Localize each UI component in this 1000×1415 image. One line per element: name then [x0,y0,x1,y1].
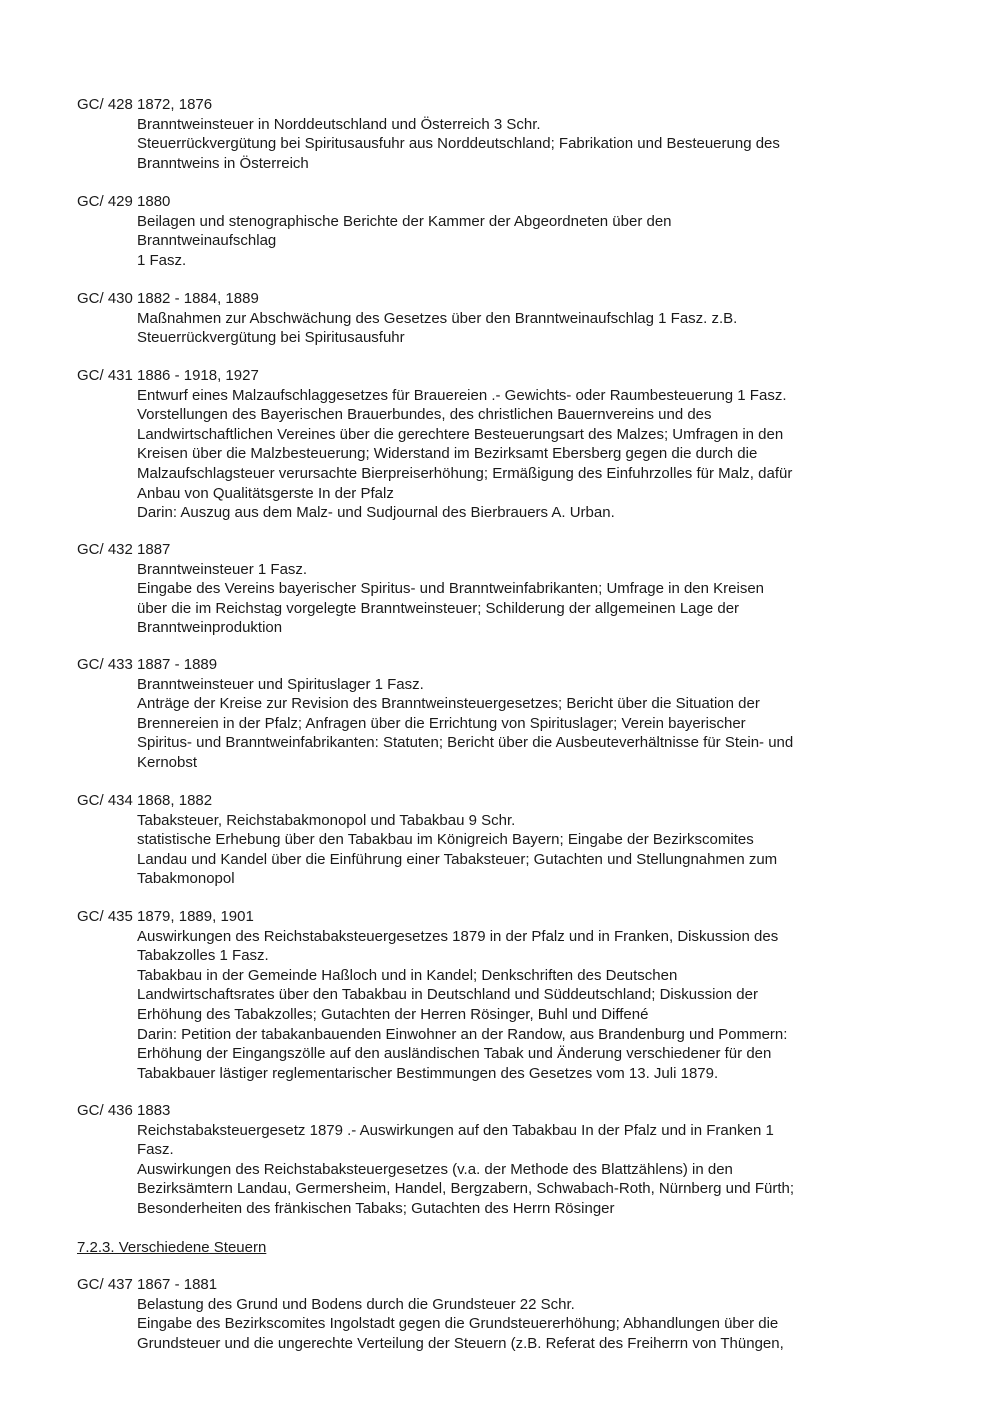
entry-gc-430 [77,289,877,348]
entry-line: Auswirkungen des Reichstabaksteuergesetzes 1879 in der Pfalz und in Franken, Diskussion des [137,927,779,945]
entry-signature: GC/ 437 1867 - 1881 [77,1276,218,1293]
entry-gc-433 [77,655,877,773]
entry-signature: GC/ 429 1880 [77,193,171,210]
entry-line: Steuerrückvergütung bei Spiritusausfuhr aus Norddeutschland; Fabrikation und Besteuerung des [137,135,780,153]
entry-line: Tabakbau in der Gemeinde Haßloch und in Kandel; Denkschriften des Deutschen [137,966,678,984]
entry-line: Fasz. [137,1141,174,1159]
entry-line: Spiritus- und Branntweinfabrikanten: Statuten; Bericht über die Ausbeuteverhältnisse für Stein- und [137,734,794,752]
entry-line: Anbau von Qualitätsgerste In der Pfalz [137,484,394,502]
entry-signature: GC/ 432 1887 [77,541,171,558]
entry-signature: GC/ 435 1879, 1889, 1901 [77,908,254,925]
entry-line: Maßnahmen zur Abschwächung des Gesetzes über den Branntweinaufschlag 1 Fasz. z.B. [137,309,738,327]
entry-line: Grundsteuer und die ungerechte Verteilung der Steuern (z.B. Referat des Freiherrn von Thüngen, [137,1334,784,1352]
entry-line: Besonderheiten des fränkischen Tabaks; Gutachten des Herrn Rösinger [137,1199,615,1217]
entry-signature: GC/ 436 1883 [77,1102,171,1119]
entry-line: Anträge der Kreise zur Revision des Branntweinsteuergesetzes; Bericht über die Situation der [137,695,760,713]
entry-line: Branntweinproduktion [137,619,283,637]
entry-line: Landwirtschaftlichen Vereines über die gerechtere Besteuerungsart des Malzes; Umfragen in den [137,425,784,443]
entry-line: Eingabe des Vereins bayerischer Spiritus- und Branntweinfabrikanten; Umfrage in den Kreisen [137,580,765,598]
entry-line: Beilagen und stenographische Berichte der Kammer der Abgeordneten über den [137,212,672,230]
entry-line: Landwirtschaftsrates über den Tabakbau in Deutschland und Süddeutschland; Diskussion der [137,986,758,1004]
entry-line: Vorstellungen des Bayerischen Brauerbundes, des christlichen Bauernvereins und des [137,406,712,424]
entry-signature: GC/ 433 1887 - 1889 [77,656,218,673]
entry-line: Tabakzolles 1 Fasz. [137,947,269,965]
entry-line: Bezirksämtern Landau, Germersheim, Handel, Bergzabern, Schwabach-Roth, Nürnberg und Fürth; [137,1180,794,1198]
section-heading: 7.2.3. Verschiedene Steuern [77,1239,267,1256]
entry-line: über die im Reichstag vorgelegte Branntweinsteuer; Schilderung der allgemeinen Lage der [137,599,740,617]
entry-line: Entwurf eines Malzaufschlaggesetzes für Brauereien .- Gewichts- oder Raumbesteuerung 1 Fasz. [137,386,787,404]
entry-line: Branntweinsteuer 1 Fasz. [137,560,308,578]
entry-gc-437 [77,1275,877,1353]
entry-gc-431 [77,366,877,523]
entry-line: Reichstabaksteuergesetz 1879 .- Auswirkungen auf den Tabakbau In der Pfalz und in Franken 1 [137,1121,774,1139]
entry-line: Erhöhung der Eingangszölle auf den ausländischen Tabak und Änderung verschiedener für den [137,1045,772,1063]
entry-line: 1 Fasz. [137,251,187,269]
entry-line: Branntweinaufschlag [137,232,277,250]
entry-line: Branntweins in Österreich [137,154,309,172]
entry-signature: GC/ 434 1868, 1882 [77,792,213,809]
entry-line: Belastung des Grund und Bodens durch die Grundsteuer 22 Schr. [137,1295,575,1313]
entry-line: Kreisen über die Malzbesteuerung; Widerstand im Bezirksamt Ebersberg gegen die durch die [137,445,758,463]
entry-gc-432 [77,540,877,638]
entry-line: Darin: Petition der tabakanbauenden Einwohner an der Randow, aus Brandenburg und Pommern: [137,1025,788,1043]
entry-gc-429 [77,192,877,270]
entry-line: Auswirkungen des Reichstabaksteuergesetzes (v.a. der Methode des Blattzählens) in den [137,1160,733,1178]
entry-gc-435 [77,907,877,1083]
entry-line: Branntweinsteuer in Norddeutschland und Österreich 3 Schr. [137,115,541,133]
entry-signature: GC/ 431 1886 - 1918, 1927 [77,367,259,384]
entry-line: Erhöhung des Tabakzolles; Gutachten der Herren Rösinger, Buhl und Diffené [137,1005,649,1023]
entry-line: Branntweinsteuer und Spirituslager 1 Fasz. [137,675,424,693]
entry-line: Landau und Kandel über die Einführung einer Tabaksteuer; Gutachten und Stellungnahmen zum [137,850,778,868]
entry-line: Tabakmonopol [137,870,235,888]
entry-signature: GC/ 428 1872, 1876 [77,96,213,113]
entry-line: Darin: Auszug aus dem Malz- und Sudjournal des Bierbrauers A. Urban. [137,504,615,522]
entry-signature: GC/ 430 1882 - 1884, 1889 [77,290,259,307]
entry-gc-434 [77,791,877,889]
entry-gc-436 [77,1101,877,1219]
entry-line: Steuerrückvergütung bei Spiritusausfuhr [137,329,405,347]
entry-line: Tabakbauer lästiger reglementarischer Bestimmungen des Gesetzes vom 13. Juli 1879. [137,1064,719,1082]
entry-line: Kernobst [137,753,198,771]
entry-line: Tabaksteuer, Reichstabakmonopol und Tabakbau 9 Schr. [137,811,516,829]
entry-line: Eingabe des Bezirkscomites Ingolstadt gegen die Grundsteuererhöhung; Abhandlungen über die [137,1315,779,1333]
entry-line: statistische Erhebung über den Tabakbau im Königreich Bayern; Eingabe der Bezirkscomites [137,831,754,849]
entry-line: Brennereien in der Pfalz; Anfragen über die Errichtung von Spirituslager; Verein bayerischer [137,714,746,732]
entry-line: Malzaufschlagsteuer verursachte Bierpreiserhöhung; Ermäßigung des Einfuhrzolles für Malz, dafür [137,464,793,482]
entry-gc-428 [77,95,877,173]
